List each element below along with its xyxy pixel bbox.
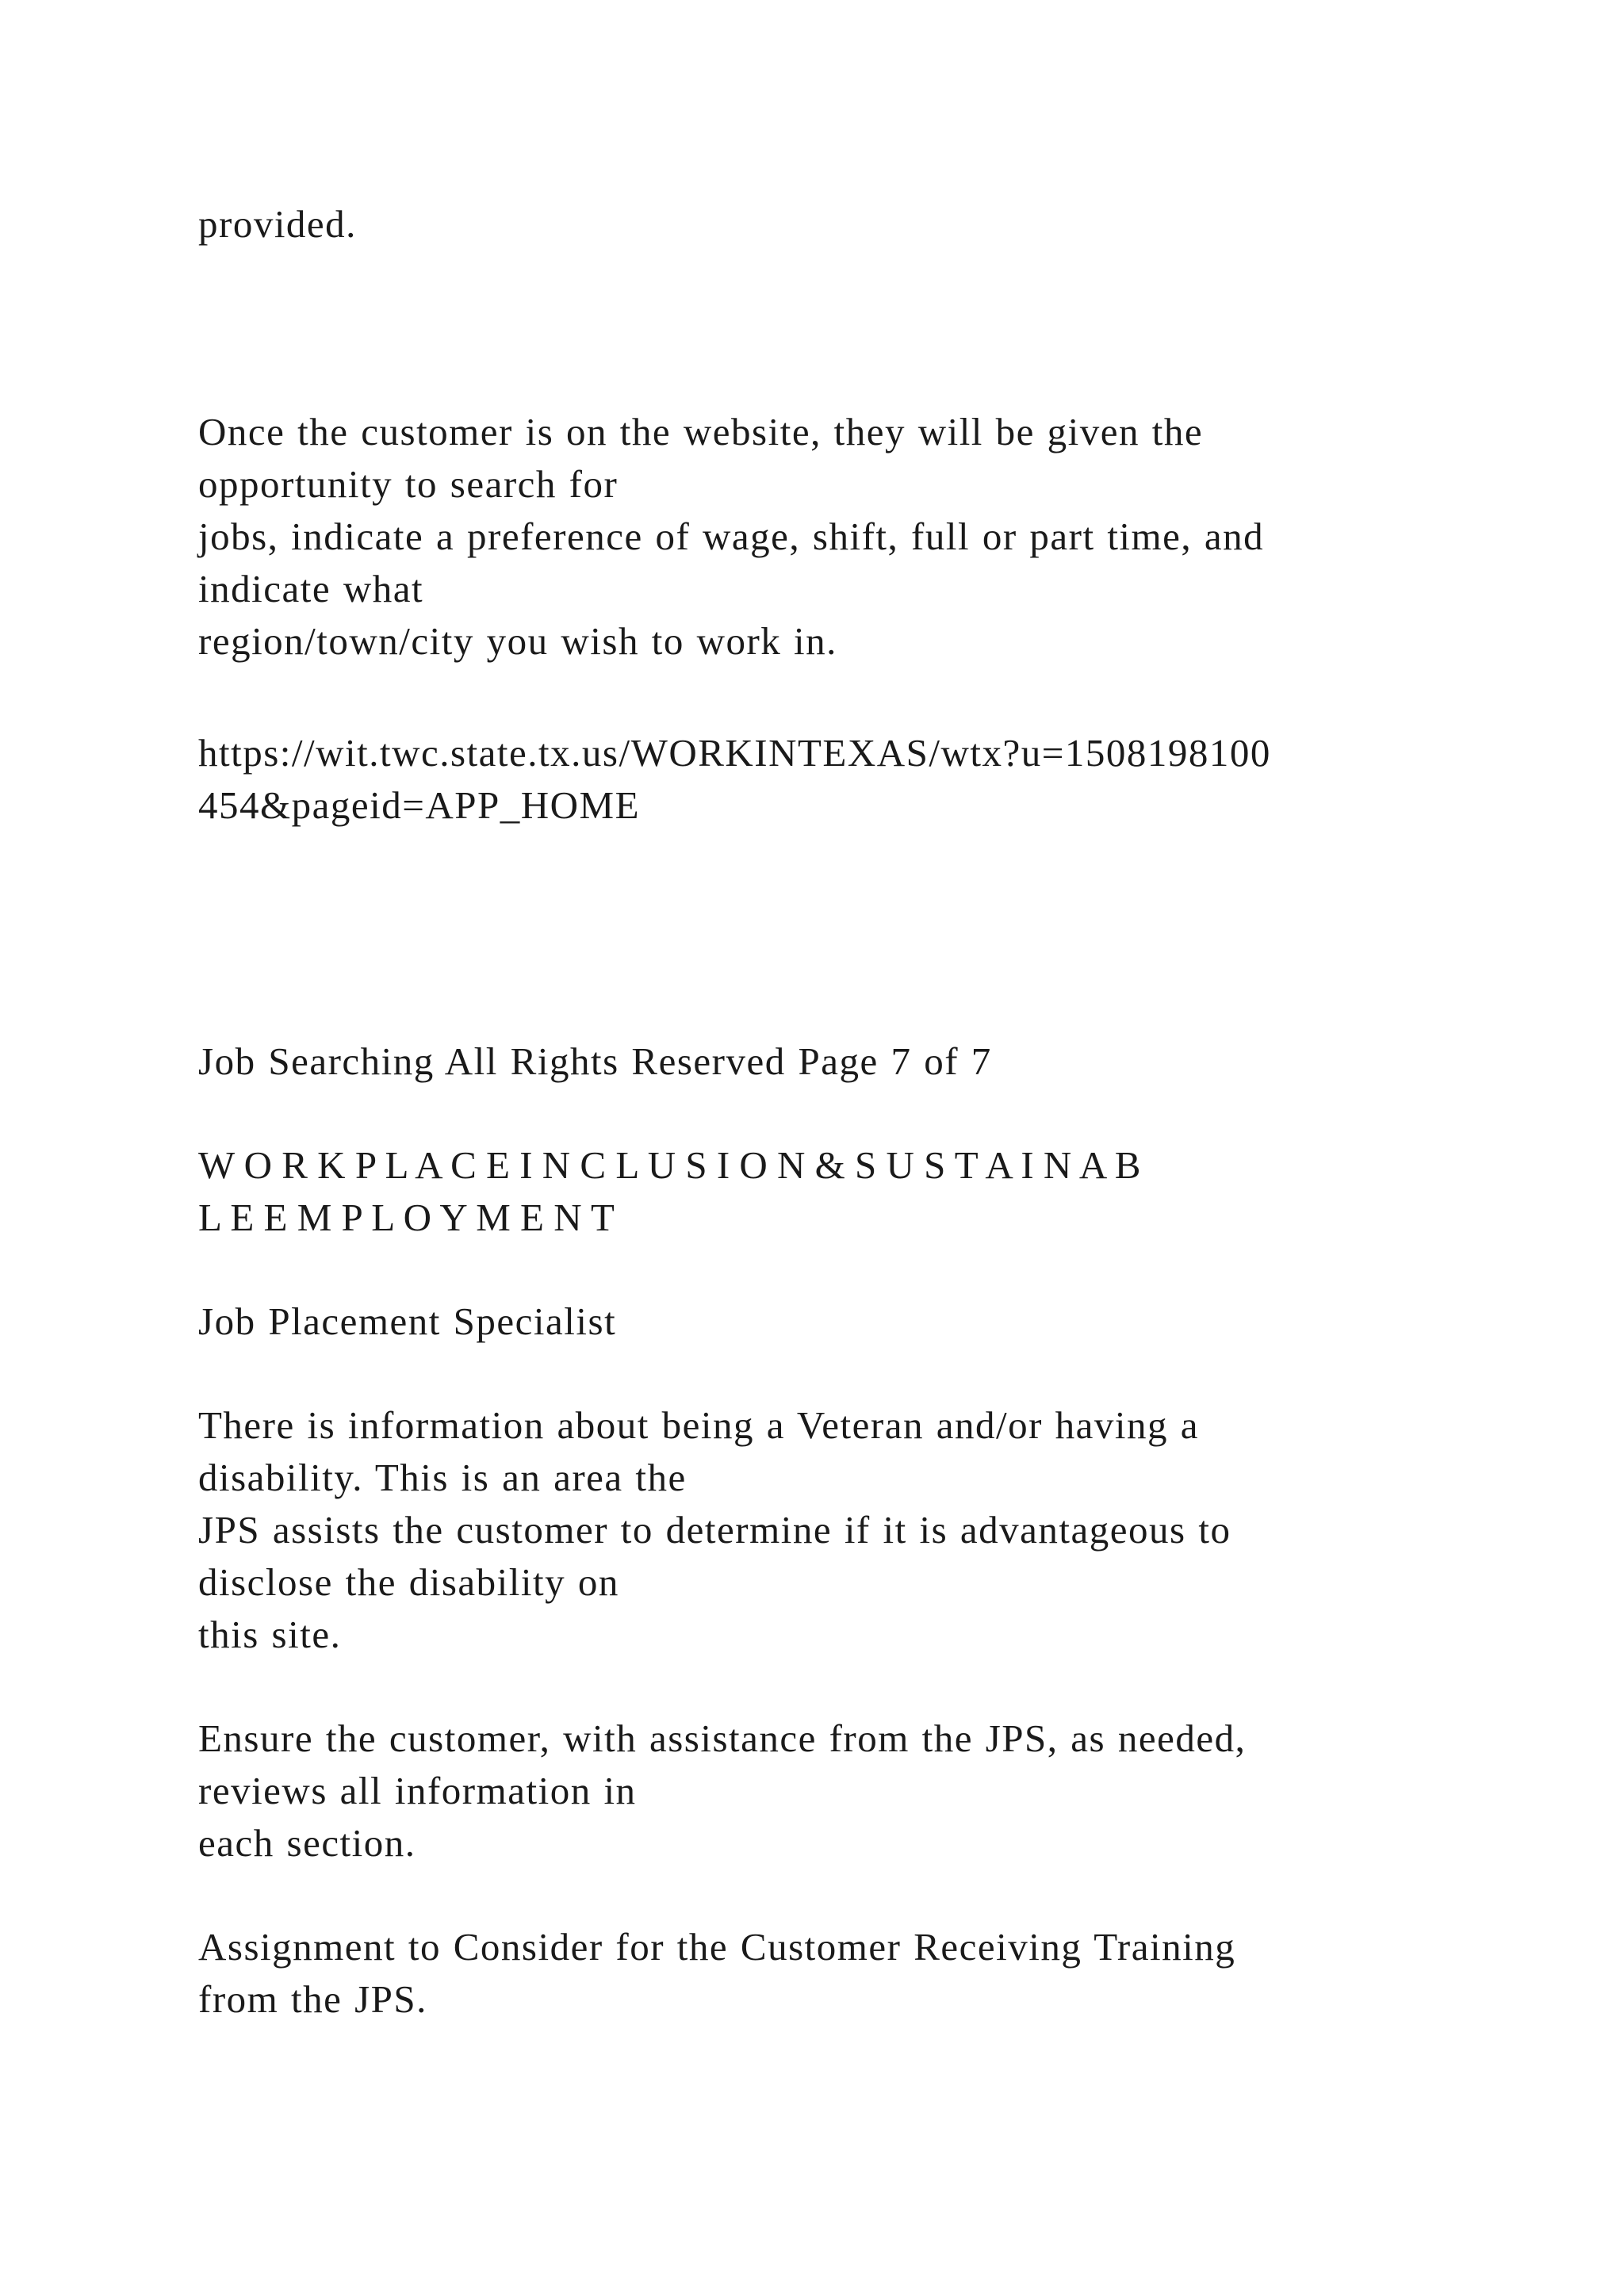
- text-line: Ensure the customer, with assistance from the JPS, as needed,: [198, 1716, 1247, 1760]
- text-line: There is information about being a Veteran and/or having a: [198, 1403, 1200, 1447]
- page-title: Job Placement Specialist: [198, 1299, 617, 1343]
- url-link[interactable]: https://wit.twc.state.tx.us/WORKINTEXAS/wtx?u=1508198100: [198, 731, 1271, 775]
- page-footer: Job Searching All Rights Reserved Page 7 of 7: [198, 1039, 992, 1083]
- text-line: disability. This is an area the: [198, 1456, 687, 1499]
- text-line: this site.: [198, 1613, 342, 1656]
- text-line: Assignment to Consider for the Customer Receiving Training: [198, 1925, 1236, 1969]
- text-line: reviews all information in: [198, 1769, 637, 1812]
- text-line: opportunity to search for: [198, 462, 619, 506]
- section-heading: W O R K P L A C E I N C L U S I O N & S U S T A I N A B: [198, 1143, 1141, 1187]
- section-heading: L E E M P L O Y M E N T: [198, 1196, 615, 1239]
- text-line: provided.: [198, 202, 357, 246]
- text-line: JPS assists the customer to determine if it is advantageous to: [198, 1508, 1231, 1552]
- text-line: each section.: [198, 1821, 416, 1865]
- text-line: disclose the disability on: [198, 1560, 619, 1604]
- url-link[interactable]: 454&pageid=APP_HOME: [198, 783, 641, 827]
- text-line: indicate what: [198, 567, 424, 610]
- text-line: Once the customer is on the website, they will be given the: [198, 410, 1204, 453]
- text-line: region/town/city you wish to work in.: [198, 619, 837, 663]
- text-line: jobs, indicate a preference of wage, shift, full or part time, and: [198, 515, 1265, 558]
- text-line: from the JPS.: [198, 1977, 427, 2021]
